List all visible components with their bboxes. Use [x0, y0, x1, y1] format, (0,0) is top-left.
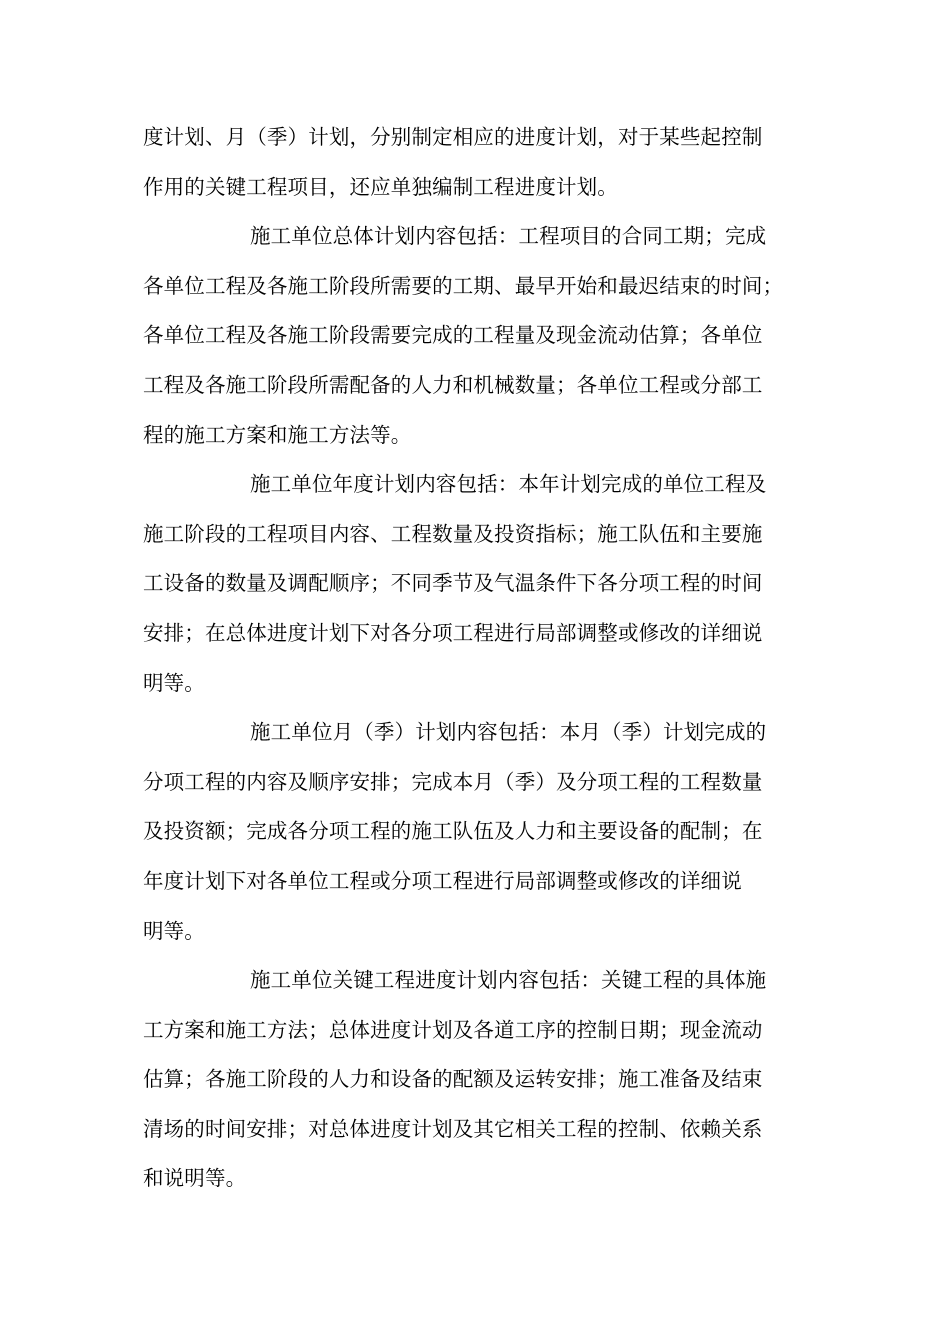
text-line: 各单位工程及各施工阶段所需要的工期、最早开始和最迟结束的时间；: [143, 273, 784, 298]
paragraph-4: [143, 708, 833, 956]
text-line: 施工单位总体计划内容包括：工程项目的合同工期；完成: [250, 224, 767, 249]
paragraph-2: [143, 212, 833, 460]
text-line: 安排；在总体进度计划下对各分项工程进行局部调整或修改的详细说: [143, 620, 763, 645]
text-line: 度计划、月（季）计划，分别制定相应的进度计划，对于某些起控制: [143, 125, 763, 149]
text-line: 施工单位月（季）计划内容包括：本月（季）计划完成的: [250, 720, 767, 745]
text-line: 施工单位年度计划内容包括：本年计划完成的单位工程及: [250, 472, 767, 497]
text-line: 工设备的数量及调配顺序；不同季节及气温条件下各分项工程的时间: [143, 571, 763, 596]
text-line: 工程及各施工阶段所需配备的人力和机械数量；各单位工程或分部工: [143, 372, 763, 397]
text-line: 施工阶段的工程项目内容、工程数量及投资指标；施工队伍和主要施: [143, 521, 763, 546]
text-line: 明等。: [143, 670, 205, 695]
text-line: 估算；各施工阶段的人力和设备的配额及运转安排；施工准备及结束: [143, 1067, 763, 1092]
paragraph-3: [143, 460, 833, 708]
paragraph-1: [143, 113, 833, 212]
text-line: 作用的关键工程项目，还应单独编制工程进度计划。: [143, 174, 618, 199]
text-line: 施工单位关键工程进度计划内容包括：关键工程的具体施: [250, 968, 767, 993]
text-line: 清场的时间安排；对总体进度计划及其它相关工程的控制、依赖关系: [143, 1116, 763, 1141]
text-line: 各单位工程及各施工阶段需要完成的工程量及现金流动估算；各单位: [143, 323, 763, 348]
text-line: 和说明等。: [143, 1166, 247, 1191]
text-line: 年度计划下对各单位工程或分项工程进行局部调整或修改的详细说: [143, 868, 742, 893]
paragraph-5: [143, 956, 833, 1204]
text-line: 分项工程的内容及顺序安排；完成本月（季）及分项工程的工程数量: [143, 769, 763, 794]
text-line: 程的施工方案和施工方法等。: [143, 422, 412, 447]
text-line: 工方案和施工方法；总体进度计划及各道工序的控制日期；现金流动: [143, 1017, 763, 1042]
text-line: 及投资额；完成各分项工程的施工队伍及人力和主要设备的配制；在: [143, 819, 763, 844]
text-line: 明等。: [143, 918, 205, 943]
body-text: [143, 113, 833, 1204]
